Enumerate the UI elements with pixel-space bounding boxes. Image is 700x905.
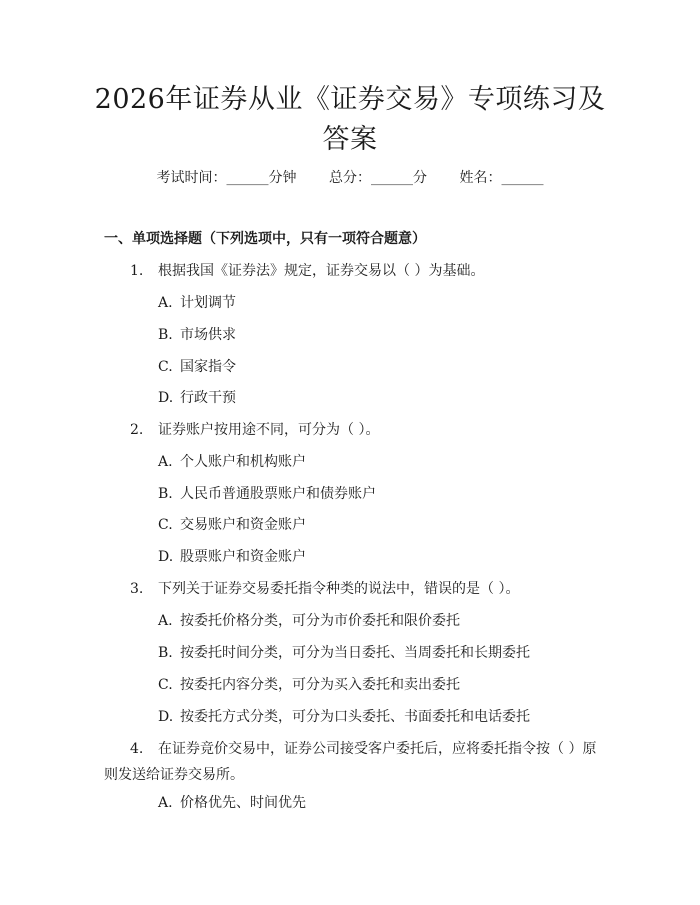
option-2a: [158, 452, 306, 472]
question-text: 下列关于证券交易委托指令种类的说法中，错误的是（ ）。: [158, 581, 520, 597]
option-text: 市场供求: [180, 327, 236, 343]
option-letter: D.: [158, 709, 174, 725]
question-number: 1.: [130, 263, 144, 279]
option-1a: [158, 293, 236, 313]
option-letter: B.: [158, 645, 173, 661]
question-text: 根据我国《证券法》规定，证券交易以（ ）为基础。: [158, 263, 485, 279]
option-letter: B.: [158, 486, 173, 502]
option-3d: [158, 707, 530, 727]
option-text: 按委托价格分类，可分为市价委托和限价委托: [180, 613, 460, 629]
student-name: 姓名：______: [459, 170, 544, 186]
option-text: 人民币普通股票账户和债券账户: [180, 486, 376, 502]
option-3b: [158, 643, 530, 663]
option-2b: [158, 484, 376, 504]
option-text: 按委托方式分类，可分为口头委托、书面委托和电话委托: [180, 709, 530, 725]
option-text: 计划调节: [180, 295, 236, 311]
question-number: 4.: [130, 741, 144, 757]
option-text: 按委托时间分类，可分为当日委托、当周委托和长期委托: [180, 645, 530, 661]
option-2d: [158, 547, 306, 567]
option-letter: A.: [158, 295, 173, 311]
option-1c: [158, 357, 236, 377]
question-2: [130, 420, 379, 440]
document-title: 2026年证券从业《证券交易》专项练习及答案: [94, 84, 606, 155]
option-text: 股票账户和资金账户: [180, 549, 306, 565]
option-text: 行政干预: [180, 390, 236, 406]
option-1d: [158, 388, 236, 408]
option-1b: [158, 325, 236, 345]
option-4a: [158, 793, 306, 813]
section-heading: 一、单项选择题（下列选项中，只有一项符合题意）: [104, 231, 426, 247]
exam-time: 考试时间：______分钟: [156, 170, 297, 186]
option-3c: [158, 675, 460, 695]
option-text: 价格优先、时间优先: [180, 795, 306, 811]
option-letter: D.: [158, 549, 174, 565]
option-letter: C.: [158, 359, 173, 375]
option-2c: [158, 515, 306, 535]
option-letter: A.: [158, 454, 173, 470]
exam-meta: [0, 168, 700, 188]
question-text: 在证券竞价交易中，证券公司接受客户委托后，应将委托指令按（ ）原则发送给证券交易所。: [104, 741, 597, 783]
option-letter: C.: [158, 517, 173, 533]
option-text: 国家指令: [180, 359, 236, 375]
option-letter: D.: [158, 390, 174, 406]
option-text: 个人账户和机构账户: [180, 454, 306, 470]
option-letter: B.: [158, 327, 173, 343]
question-1: [130, 261, 484, 281]
question-3: [130, 579, 519, 599]
question-text: 证券账户按用途不同，可分为（ ）。: [158, 422, 380, 438]
option-letter: C.: [158, 677, 173, 693]
option-text: 按委托内容分类，可分为买入委托和卖出委托: [180, 677, 460, 693]
option-letter: A.: [158, 795, 173, 811]
option-letter: A.: [158, 613, 173, 629]
question-4: [104, 736, 602, 788]
question-number: 3.: [130, 581, 144, 597]
option-text: 交易账户和资金账户: [180, 517, 306, 533]
option-3a: [158, 611, 460, 631]
question-number: 2.: [130, 422, 144, 438]
total-score: 总分：______分: [329, 170, 427, 186]
